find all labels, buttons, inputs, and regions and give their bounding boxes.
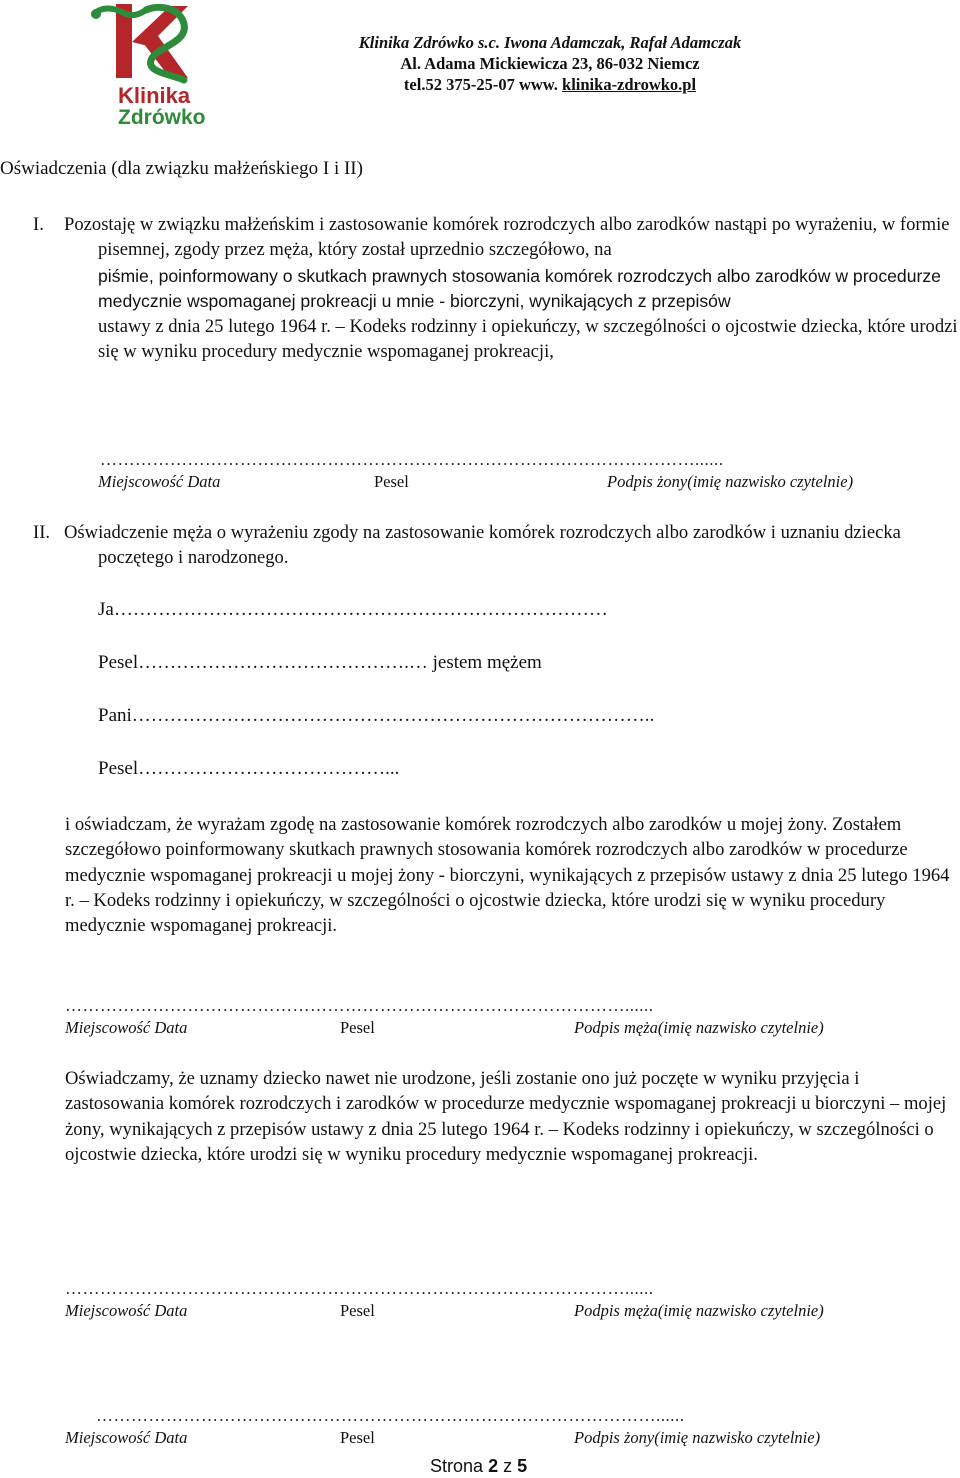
page-label: Strona <box>430 1456 484 1476</box>
section-1-text-a <box>64 212 960 263</box>
section-2-number: II. <box>33 522 51 543</box>
logo-text-klinika: Klinika <box>118 83 191 108</box>
field-ja[interactable]: Ja…………………………………………………………………… <box>98 599 608 620</box>
field-pesel-husband[interactable]: Pesel…………………………………….… jestem mężem <box>98 652 542 673</box>
signature-4-signature: Podpis żony(imię nazwisko czytelnie) <box>574 1428 821 1447</box>
signature-4-place-date: Miejscowość Data <box>65 1428 188 1447</box>
section-1-text-b: piśmie, poinformowany o skutkach prawnych stosowania komórek rozrodczych albo zarodków w procedurze medycznie wspomaganej prokreacji u mnie - biorczyni, wynikających z przepisów <box>98 266 941 312</box>
signature-3-pesel: Pesel <box>340 1301 375 1320</box>
page-current: 2 <box>488 1456 499 1476</box>
signature-3-place-date: Miejscowość Data <box>65 1301 188 1320</box>
clinic-contact <box>300 74 800 95</box>
signature-1-line: …………………………………………………………………………………………...... <box>100 450 724 469</box>
signature-2-place-date: Miejscowość Data <box>65 1018 188 1037</box>
clinic-phone: tel.52 375-25-07 www. <box>403 75 563 94</box>
logo-text-zdrowko: Zdrówko <box>118 106 206 128</box>
joint-statement: Oświadczamy, że uznamy dziecko nawet nie urodzone, jeśli zostanie ono już poczęte w wyniku przyjęcia i zastosowania komórek rozrodczych i zarodków w procedurze medycznie wspomaganej prokreacji u biorczyni – mojej żony, wynikających z przepisów ustawy z dnia 25 lutego 1964 r. – Kodeks rodzinny i opiekuńczy, w szczególności o ojcostwie dziecka, które urodzi się w wyniku procedury medycznie wspomaganej prokreacji. <box>65 1068 947 1165</box>
section-1-text-a-content: Pozostaję w związku małżeńskim i zastosowanie komórek rozrodczych albo zarodków nastąpi po wyrażeniu, w formie pisemnej, zgody przez męża, który został uprzednio szczegółowo, na <box>64 214 950 261</box>
clinic-header <box>300 32 800 95</box>
signature-4-line: ……………………………………………………………………………………...... <box>96 1406 685 1425</box>
section-2-statement: i oświadczam, że wyrażam zgodę na zastosowanie komórek rozrodczych albo zarodków u mojej żony. Zostałem szczegółowo poinformowany skutkach prawnych stosowania komórek rozrodczych albo zarodków w procedurze medycznie wspomaganej prokreacji u mojej żony - biorczyni, wynikających z przepisów ustawy z dnia 25 lutego 1964 r. – Kodeks rodzinny i opiekuńczy, w szczególności o ojcostwie dziecka, które urodzi się w wyniku procedury medycznie wspomaganej prokreacji. <box>65 814 950 937</box>
document-title: Oświadczenia (dla związku małżeńskiego I i II) <box>0 158 363 179</box>
clinic-address: Al. Adama Mickiewicza 23, 86-032 Niemcz <box>400 54 700 73</box>
section-2-heading: Oświadczenie męża o wyrażeniu zgody na zastosowanie komórek rozrodczych albo zarodków i uznaniu dziecka poczętego i narodzonego. <box>64 522 901 569</box>
page-total: 5 <box>517 1456 528 1476</box>
signature-1-place-date: Miejscowość Data <box>98 472 221 491</box>
signature-3-line: ……………………………………………………………………………………...... <box>65 1279 654 1298</box>
section-1-number: I. <box>33 214 44 235</box>
signature-2-signature: Podpis męża(imię nazwisko czytelnie) <box>574 1018 824 1037</box>
clinic-name: Klinika Zdrówko s.c. Iwona Adamczak, Rafał Adamczak <box>358 33 742 52</box>
signature-3-signature: Podpis męża(imię nazwisko czytelnie) <box>574 1301 824 1320</box>
field-pesel-wife[interactable]: Pesel…………………………………... <box>98 758 400 779</box>
clinic-logo <box>88 0 218 128</box>
page-number <box>430 1456 527 1477</box>
signature-1-pesel: Pesel <box>374 472 409 491</box>
signature-4-pesel: Pesel <box>340 1428 375 1447</box>
signature-2-pesel: Pesel <box>340 1018 375 1037</box>
signature-1-signature: Podpis żony(imię nazwisko czytelnie) <box>607 472 854 491</box>
field-pani[interactable]: Pani……………………………………………………………………….. <box>98 705 655 726</box>
page-sep: z <box>503 1456 513 1476</box>
signature-2-line: ……………………………………………………………………………………...... <box>65 996 654 1015</box>
clinic-website-link[interactable]: klinika-zdrowko.pl <box>562 75 697 94</box>
section-1-text-c: ustawy z dnia 25 lutego 1964 r. – Kodeks rodzinny i opiekuńczy, w szczególności o ojcostwie dziecka, które urodzi się w wyniku procedury medycznie wspomaganej prokreacji, <box>98 316 958 363</box>
